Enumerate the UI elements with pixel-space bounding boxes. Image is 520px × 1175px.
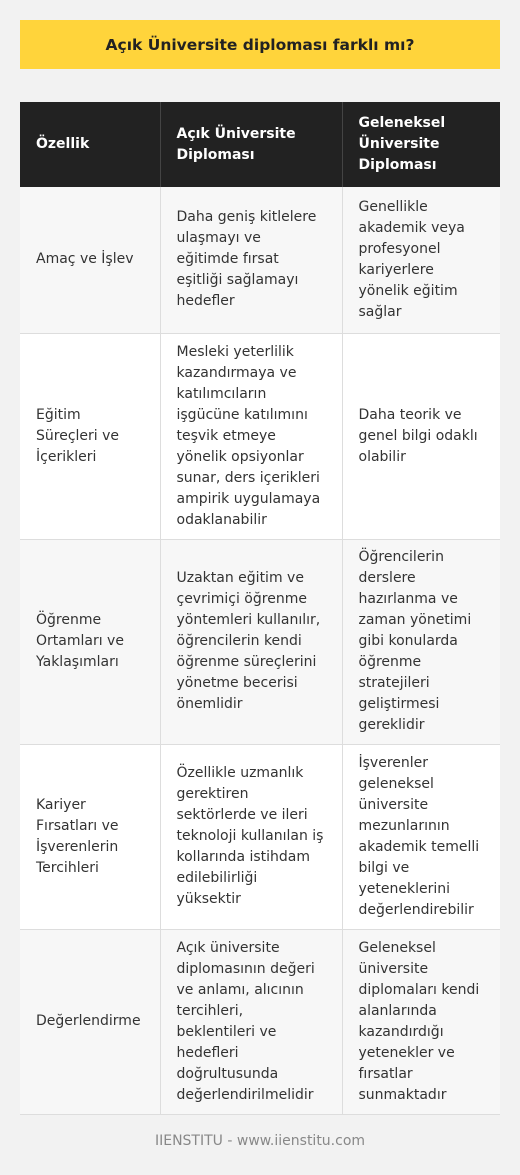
open-university-cell: Uzaktan eğitim ve çevrimiçi öğrenme yöntemleri kullanılır, öğrencilerin kendi öğrenme süreçlerini yönetme becerisi önemlidir	[160, 539, 342, 744]
header-traditional-university: Geleneksel Üniversite Diploması	[342, 102, 500, 187]
open-university-cell: Açık üniversite diplomasının değeri ve anlamı, alıcının tercihleri, beklentileri ve hedefleri doğrultusunda değerlendirilmelidir	[160, 929, 342, 1114]
header-feature: Özellik	[20, 102, 160, 187]
open-university-cell: Özellikle uzmanlık gerektiren sektörlerde ve ileri teknoloji kullanılan iş kollarında istihdam edilebilirliği yüksektir	[160, 744, 342, 929]
table-row	[20, 539, 500, 744]
traditional-university-cell: Öğrencilerin derslere hazırlanma ve zaman yönetimi gibi konularda öğrenme stratejileri geliştirmesi gereklidir	[342, 539, 500, 744]
footer-credit: IIENSTITU - www.iienstitu.com	[154, 1133, 366, 1149]
comparison-table	[20, 102, 500, 1115]
traditional-university-cell: Genellikle akademik veya profesyonel kariyerlere yönelik eğitim sağlar	[342, 187, 500, 333]
traditional-university-cell: Geleneksel üniversite diplomaları kendi alanlarında kazandırdığı yetenekler ve fırsatlar sunmaktadır	[342, 929, 500, 1114]
header-open-university: Açık Üniversite Diploması	[160, 102, 342, 187]
table-row	[20, 929, 500, 1114]
feature-cell: Kariyer Fırsatları ve İşverenlerin Tercihleri	[20, 744, 160, 929]
table-row	[20, 187, 500, 333]
table-header-row	[20, 102, 500, 187]
feature-cell: Öğrenme Ortamları ve Yaklaşımları	[20, 539, 160, 744]
open-university-cell: Daha geniş kitlelere ulaşmayı ve eğitimde fırsat eşitliği sağlamayı hedefler	[160, 187, 342, 333]
table-row	[20, 744, 500, 929]
open-university-cell: Mesleki yeterlilik kazandırmaya ve katılımcıların işgücüne katılımını teşvik etmeye yönelik opsiyonlar sunar, ders içerikleri ampirik uygulamaya odaklanabilir	[160, 333, 342, 539]
feature-cell: Eğitim Süreçleri ve İçerikleri	[20, 333, 160, 539]
table-row	[20, 333, 500, 539]
feature-cell: Değerlendirme	[20, 929, 160, 1114]
feature-cell: Amaç ve İşlev	[20, 187, 160, 333]
page-title: Açık Üniversite diploması farklı mı?	[20, 20, 500, 69]
traditional-university-cell: İşverenler geleneksel üniversite mezunlarının akademik temelli bilgi ve yeteneklerini değerlendirebilir	[342, 744, 500, 929]
traditional-university-cell: Daha teorik ve genel bilgi odaklı olabilir	[342, 333, 500, 539]
